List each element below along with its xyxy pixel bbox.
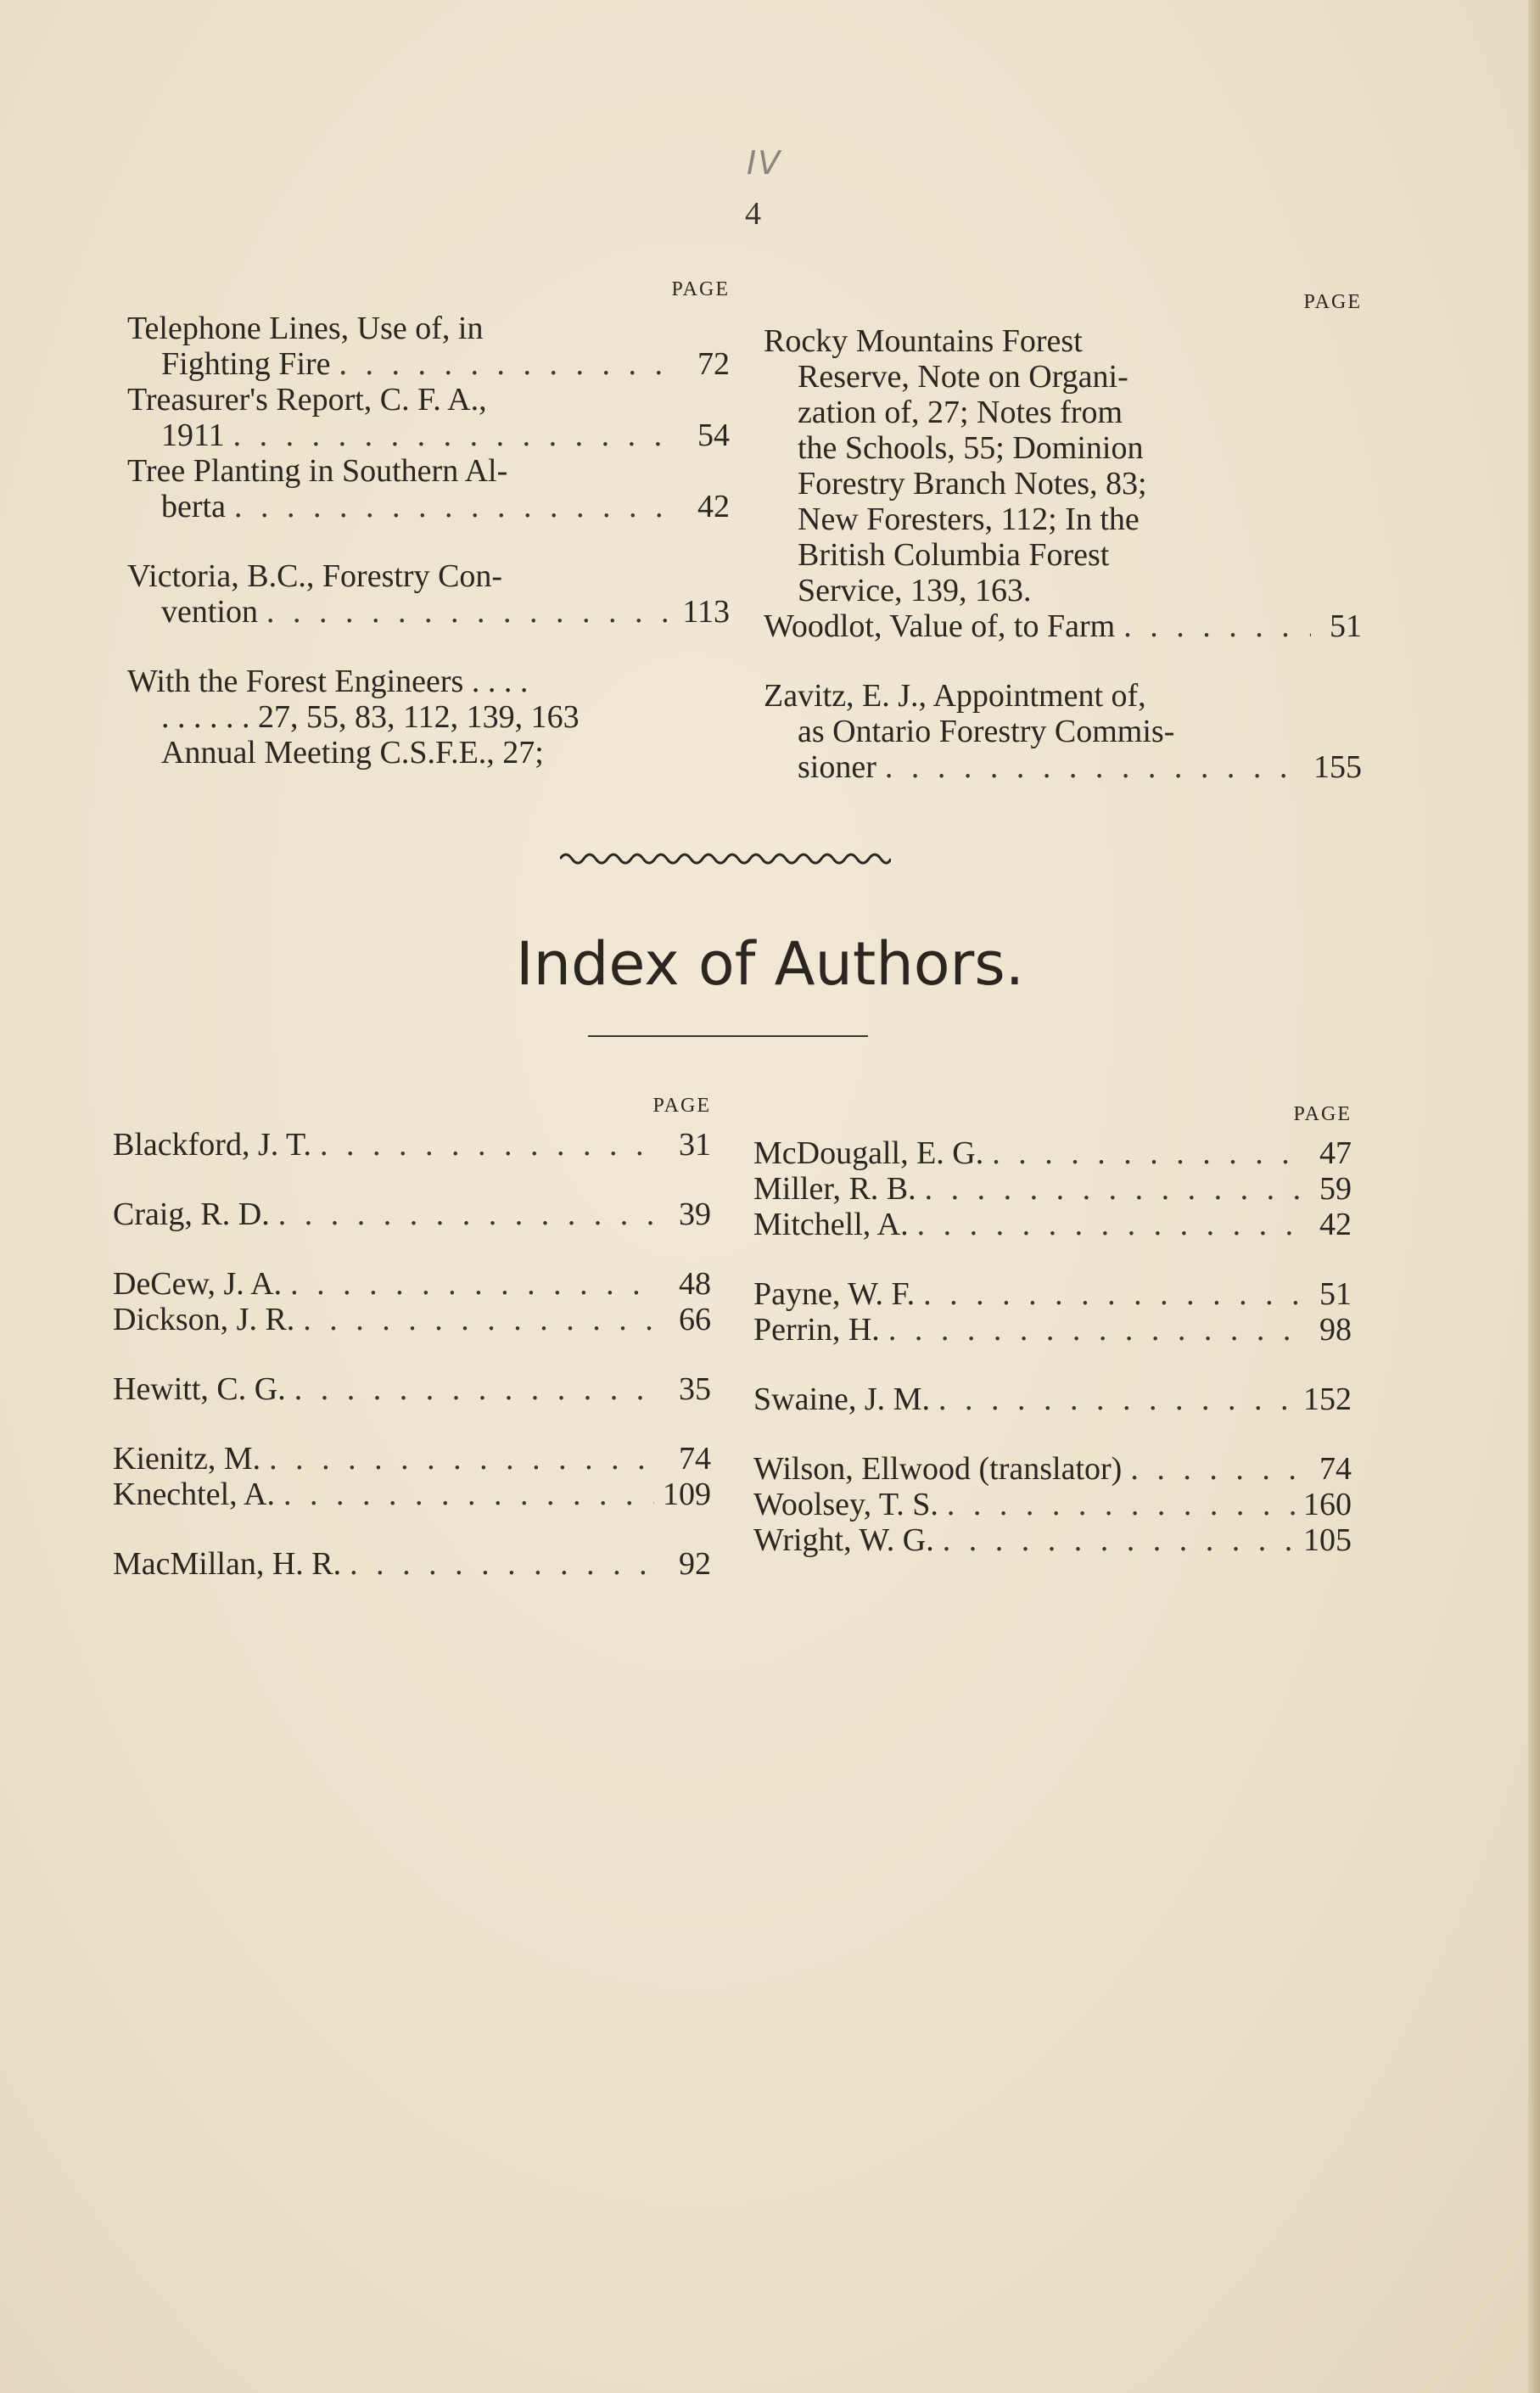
author-page: 66 — [679, 1302, 711, 1337]
page-column-header: PAGE — [671, 278, 730, 300]
author-page: 35 — [679, 1371, 711, 1407]
entry-line: 1911 — [161, 418, 225, 453]
author-page: 152 — [1303, 1381, 1352, 1417]
entry-line: the Schools, 55; Dominion — [798, 430, 1144, 466]
index-entry — [764, 678, 1362, 785]
leader-dots — [917, 1207, 1301, 1242]
leader-dots — [888, 1312, 1301, 1348]
authors-index-title: Index of Authors. — [515, 929, 1025, 999]
leader-dots — [925, 1171, 1301, 1207]
author-name: Knechtel, A. — [113, 1477, 276, 1512]
entry-line: Service, 139, 163. — [798, 573, 1032, 608]
author-name: Craig, R. D. — [113, 1196, 270, 1232]
author-name: MacMillan, H. R. — [113, 1546, 342, 1582]
entry-line: British Columbia Forest — [798, 537, 1110, 573]
leader-dots — [923, 1276, 1301, 1312]
author-page: 39 — [679, 1196, 711, 1232]
author-page: 31 — [679, 1127, 711, 1163]
entry-line: Woodlot, Value of, to Farm — [764, 608, 1116, 644]
author-name: McDougall, E. G. — [753, 1135, 984, 1171]
author-name: Payne, W. F. — [753, 1276, 916, 1312]
author-entry — [753, 1276, 1352, 1312]
author-page: 160 — [1303, 1487, 1352, 1522]
author-entry — [113, 1127, 711, 1163]
leader-dots — [303, 1302, 660, 1337]
author-name: Perrin, H. — [753, 1312, 880, 1348]
entry-line: Victoria, B.C., Forestry Con- — [127, 558, 503, 594]
entry-line: Tree Planting in Southern Al- — [127, 453, 508, 489]
leader-dots — [1130, 1451, 1301, 1487]
author-name: Swaine, J. M. — [753, 1381, 930, 1417]
index-entry — [764, 608, 1362, 644]
leader-dots — [943, 1522, 1295, 1558]
author-page: 98 — [1319, 1312, 1352, 1348]
index-entry — [127, 453, 730, 524]
leader-dots — [290, 1266, 660, 1302]
author-entry — [113, 1302, 711, 1337]
entry-line: as Ontario Forestry Commis- — [798, 714, 1175, 749]
author-entry — [113, 1477, 711, 1512]
author-page: 74 — [679, 1441, 711, 1477]
wavy-divider-ornament — [560, 849, 891, 869]
page-column-header: PAGE — [652, 1095, 711, 1117]
author-entry — [753, 1135, 1352, 1171]
page-edge-shadow — [1528, 0, 1540, 2393]
entry-line: sioner — [798, 749, 876, 785]
author-page: 92 — [679, 1546, 711, 1582]
entry-line: Telephone Lines, Use of, in — [127, 311, 484, 346]
entry-page: 42 — [697, 489, 730, 524]
leader-dots — [1123, 608, 1311, 644]
index-entry — [127, 382, 730, 453]
author-entry — [113, 1441, 711, 1477]
leader-dots — [234, 489, 679, 524]
entry-line: Treasurer's Report, C. F. A., — [127, 382, 487, 418]
leader-dots — [992, 1135, 1301, 1171]
author-name: Dickson, J. R. — [113, 1302, 295, 1337]
entry-line: Rocky Mountains Forest — [764, 323, 1083, 359]
leader-dots — [885, 749, 1305, 785]
entry-line: berta — [161, 489, 226, 524]
entry-line: zation of, 27; Notes from — [798, 395, 1123, 430]
author-name: Kienitz, M. — [113, 1441, 261, 1477]
leader-dots — [938, 1381, 1295, 1417]
author-entry — [113, 1546, 711, 1582]
leader-dots — [350, 1546, 660, 1582]
leader-dots — [266, 594, 674, 630]
author-entry — [113, 1196, 711, 1232]
author-name: Woolsey, T. S. — [753, 1487, 938, 1522]
author-entry — [113, 1371, 711, 1407]
author-page: 51 — [1319, 1276, 1352, 1312]
index-entry — [764, 323, 1362, 608]
page-column-header: PAGE — [1303, 291, 1362, 313]
entry-line: New Foresters, 112; In the — [798, 502, 1140, 537]
authors-left-column — [113, 1088, 711, 1582]
subject-index-left-column — [127, 272, 730, 771]
author-name: Miller, R. B. — [753, 1171, 916, 1207]
author-entry — [753, 1522, 1352, 1558]
entry-page: 51 — [1330, 608, 1362, 644]
author-page: 74 — [1319, 1451, 1352, 1487]
entry-line: Annual Meeting C.S.F.E., 27; — [161, 735, 544, 771]
author-entry — [753, 1207, 1352, 1242]
leader-dots — [947, 1487, 1295, 1522]
author-entry — [753, 1451, 1352, 1487]
page-column-header: PAGE — [1293, 1103, 1352, 1125]
author-page: 42 — [1319, 1207, 1352, 1242]
author-page: 109 — [663, 1477, 711, 1512]
entry-line: Zavitz, E. J., Appointment of, — [764, 678, 1146, 714]
author-page: 47 — [1319, 1135, 1352, 1171]
author-entry — [753, 1171, 1352, 1207]
entry-line: . . . . . . 27, 55, 83, 112, 139, 163 — [161, 699, 580, 735]
entry-line: Fighting Fire — [161, 346, 331, 382]
author-entry — [753, 1381, 1352, 1417]
author-name: Mitchell, A. — [753, 1207, 909, 1242]
leader-dots — [278, 1196, 660, 1232]
author-page: 105 — [1303, 1522, 1352, 1558]
leader-dots — [283, 1477, 654, 1512]
entry-page: 155 — [1313, 749, 1362, 785]
author-entry — [753, 1487, 1352, 1522]
index-entry — [127, 311, 730, 382]
authors-right-column — [753, 1096, 1352, 1558]
leader-dots — [269, 1441, 660, 1477]
entry-line: Forestry Branch Notes, 83; — [798, 466, 1147, 502]
author-entry — [113, 1266, 711, 1302]
entry-line: Reserve, Note on Organi- — [798, 359, 1128, 395]
leader-dots — [339, 346, 679, 382]
author-name: DeCew, J. A. — [113, 1266, 283, 1302]
index-entry — [127, 558, 730, 630]
author-name: Hewitt, C. G. — [113, 1371, 286, 1407]
author-name: Wilson, Ellwood (translator) — [753, 1451, 1123, 1487]
title-rule — [588, 1035, 868, 1037]
author-entry — [753, 1312, 1352, 1348]
entry-page: 113 — [682, 594, 730, 630]
author-page: 48 — [679, 1266, 711, 1302]
page-number: 4 — [745, 196, 761, 232]
pencil-annotation: IV — [747, 144, 782, 182]
index-entry — [127, 664, 730, 771]
author-name: Blackford, J. T. — [113, 1127, 311, 1163]
author-name: Wright, W. G. — [753, 1522, 934, 1558]
subject-index-right-column — [764, 284, 1362, 785]
entry-page: 54 — [697, 418, 730, 453]
leader-dots — [320, 1127, 660, 1163]
author-page: 59 — [1319, 1171, 1352, 1207]
entry-line: With the Forest Engineers . . . . — [127, 664, 529, 699]
leader-dots — [233, 418, 679, 453]
entry-line: vention — [161, 594, 258, 630]
leader-dots — [294, 1371, 660, 1407]
entry-page: 72 — [697, 346, 730, 382]
